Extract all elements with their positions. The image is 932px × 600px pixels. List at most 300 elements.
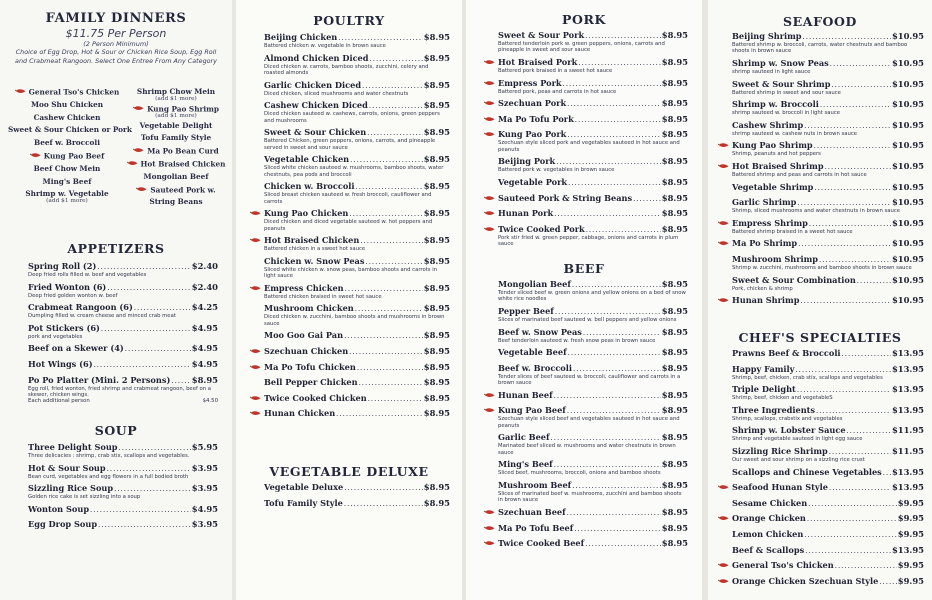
menu-item-moo-goo-gai-pan: [264, 330, 450, 341]
item-description: Battered chicken w. vegetable in brown sauce: [264, 43, 386, 49]
soup-title: SOUP: [94, 423, 138, 438]
item-price: $8.95: [661, 279, 688, 289]
item-name: Beijing Shrimp: [732, 31, 802, 41]
item-name: Lemon Chicken: [732, 528, 804, 539]
leader-dots: [362, 81, 423, 91]
leader-dots: [344, 499, 423, 509]
item-price: $10.95: [891, 197, 924, 208]
leader-dots: [554, 209, 661, 219]
menu-item-kung-pao-shrimp: [732, 140, 924, 157]
item-name: Hunan Shrimp: [732, 295, 800, 306]
menu-item-sweet-and-sour-shrimp: [732, 79, 924, 96]
item-price: $8.95: [423, 482, 450, 492]
menu-item-vegetable-beef: [498, 347, 688, 358]
chili-pepper-icon: [484, 59, 495, 64]
family-dinner-choice-tofu-family-style: [124, 132, 228, 145]
menu-item-hunan-chicken: [264, 408, 450, 419]
leader-dots: [368, 394, 423, 404]
item-name: Vegetable Shrimp: [732, 181, 814, 192]
appetizers-list: [28, 261, 218, 409]
item-description: Shrimp, peanuts and hot peppers: [732, 151, 821, 158]
chili-pepper-icon: [15, 86, 27, 99]
item-price: $11.95: [891, 445, 924, 456]
chili-pepper-icon: [484, 226, 495, 231]
item-price: $8.95: [423, 377, 450, 388]
menu-item-three-ingredients: [732, 405, 924, 422]
item-price: $9.95: [897, 513, 924, 524]
item-description: Battered pork braised in a sweet hot sauce: [498, 68, 613, 74]
item-name: Ma Po Shrimp: [732, 238, 798, 249]
menu-item-fried-wonton-6: [28, 282, 218, 299]
pork-title: PORK: [562, 12, 606, 27]
item-description: Szechuan style sliced pork and vegetables sauteed in hot sauce and peanuts: [498, 140, 680, 153]
item-price: $10.95: [891, 217, 924, 228]
leader-dots: [90, 505, 191, 515]
panel-seafood-specialties: [708, 0, 932, 600]
leader-dots: [568, 178, 661, 188]
item-name: Ma Po Tofu Pork: [498, 113, 574, 124]
leader-dots: [847, 426, 891, 436]
item-price: $10.95: [891, 295, 924, 306]
item-name: Sesame Chicken: [732, 497, 808, 508]
item-name: Wonton Soup: [28, 503, 90, 514]
beef-list: [498, 279, 688, 554]
chili-pepper-icon: [250, 285, 261, 290]
family-dinner-choice-ma-po-bean-curd: [124, 145, 228, 158]
item-description: Marinated beef sliced w. mushrooms and water chestnuts in brown sauce: [498, 443, 676, 456]
item-name: Szechuan Chicken: [264, 345, 349, 356]
item-price: $10.95: [891, 99, 924, 110]
menu-item-beef-on-a-skewer-4: [28, 343, 218, 354]
leader-dots: [809, 219, 891, 229]
menu-item-kung-pao-pork: [498, 129, 688, 153]
item-price: $10.95: [891, 31, 924, 41]
menu-item-twice-cooked-beef: [498, 538, 688, 549]
item-name: Beef w. Snow Peas: [498, 326, 582, 337]
menu-item-seafood-hunan-style: [732, 482, 924, 493]
menu-item-beijing-pork: [498, 156, 688, 173]
item-name: Bell Pepper Chicken: [264, 377, 358, 388]
family-dinner-choice-string-beans: [124, 196, 228, 209]
menu-item-hot-braised-chicken: [264, 235, 450, 252]
menu-item-hunan-beef: [498, 390, 688, 401]
menu-item-ma-po-shrimp: [732, 238, 924, 249]
item-name: Hot Braised Pork: [498, 57, 578, 67]
chili-pepper-icon: [484, 80, 495, 85]
poultry-title: POULTRY: [313, 13, 385, 28]
menu-item-hunan-pork: [498, 208, 688, 219]
leader-dots: [572, 280, 661, 290]
leader-dots: [349, 347, 423, 357]
additional-person-label: Each additional person: [28, 398, 90, 405]
menu-item-beijing-shrimp: [732, 31, 924, 55]
item-price: $8.95: [423, 255, 450, 266]
menu-item-prawns-beef-and-broccoli: [732, 348, 924, 359]
leader-dots: [338, 33, 423, 43]
leader-dots: [563, 79, 661, 89]
menu-item-hot-braised-pork: [498, 57, 688, 74]
item-price: $8.95: [661, 479, 688, 490]
choice-label: Beef w. Broccoli: [34, 138, 100, 148]
item-description: Three delicacies : shrimp, crab stix, scallops and vegetables.: [28, 453, 190, 459]
item-name: Hot Braised Chicken: [264, 235, 360, 246]
chili-pepper-icon: [484, 509, 495, 514]
item-description: Beef tenderloin sauteed w. fresh snow peas in brown sauce: [498, 337, 656, 344]
item-name: Ma Po Tofu Chicken: [264, 361, 356, 372]
leader-dots: [829, 483, 891, 493]
leader-dots: [107, 283, 190, 293]
item-name: Egg Drop Soup: [28, 519, 98, 530]
item-name: Moo Goo Gai Pan: [264, 330, 344, 341]
leader-dots: [800, 296, 891, 306]
item-name: Ma Po Tofu Beef: [498, 522, 574, 533]
item-price: $8.95: [661, 506, 688, 517]
menu-item-twice-cooked-chicken: [264, 393, 450, 404]
leader-dots: [369, 101, 423, 111]
item-price: $8.95: [661, 57, 688, 67]
item-name: Spring Roll (2): [28, 261, 97, 271]
beef-title: BEEF: [563, 261, 605, 276]
item-name: Po Po Platter (Mini. 2 Persons): [28, 374, 171, 385]
item-name: Sweet & Sour Shrimp: [732, 78, 831, 89]
item-name: Sizzling Rice Soup: [28, 483, 114, 494]
choice-label: Shrimp Chow Mein: [136, 87, 216, 96]
family-dinner-choice-shrimp-chow-mein: [124, 86, 228, 102]
pork-list: [498, 30, 688, 251]
item-name: Orange Chicken Szechuan Style: [732, 575, 879, 586]
item-name: Three Ingredients: [732, 404, 816, 415]
item-name: Mushroom Chicken: [264, 303, 354, 314]
leader-dots: [857, 276, 891, 286]
item-price: $9.95: [897, 497, 924, 508]
item-name: Happy Family: [732, 363, 795, 374]
item-price: $8.95: [661, 389, 688, 400]
menu-item-twice-cooked-pork: [498, 224, 688, 248]
family-dinner-choice-general-tso-s-chicken: [8, 86, 126, 99]
item-description: shrimp sauteed w. cashew nuts in brown sauce: [732, 130, 858, 137]
item-description: Tender sliced beef w. green onions and yellow onions on a bed of snow white rice noodles: [498, 290, 686, 303]
item-price: $13.95: [891, 348, 924, 358]
item-name: Vegetable Chicken: [264, 154, 350, 165]
leader-dots: [134, 303, 191, 313]
leader-dots: [567, 508, 661, 518]
item-description: Bean curd, vegetables and egg flowers in a full bodied broth: [28, 473, 189, 480]
leader-dots: [804, 530, 896, 540]
chili-pepper-icon: [484, 525, 495, 530]
item-description: Battered shrimp w. broccoli, carrots, water chestnuts and bamboo shoots in brown sauce: [732, 42, 908, 55]
leader-dots: [344, 483, 423, 493]
item-name: General Tso's Chicken: [732, 560, 834, 571]
leader-dots: [573, 364, 661, 374]
item-price: $8.95: [661, 362, 688, 373]
soup-list: [28, 442, 218, 535]
item-name: Szechuan Pork: [498, 98, 567, 109]
chili-pepper-icon: [484, 116, 495, 121]
item-description: shrimp sauteed in light sauce: [732, 69, 811, 75]
leader-dots: [356, 182, 423, 192]
leader-dots: [829, 447, 891, 457]
leader-dots: [808, 499, 897, 509]
choice-label: Sweet & Sour Chicken or Pork: [8, 125, 132, 135]
menu-item-vegetable-deluxe: [264, 482, 450, 493]
item-price: $8.95: [661, 347, 688, 358]
item-price: $9.95: [897, 575, 924, 586]
family-dinner-choice-moo-shu-chicken: [8, 99, 126, 112]
leader-dots: [171, 376, 190, 386]
item-price: $8.95: [661, 77, 688, 88]
family-dinner-choice-vegetable-delight: [124, 120, 228, 133]
item-name: Beijing Pork: [498, 156, 556, 167]
leader-dots: [360, 236, 422, 246]
item-name: Hunan Beef: [498, 389, 553, 400]
menu-item-empress-pork: [498, 78, 688, 95]
chefs-specialties-list: [732, 348, 924, 591]
item-name: Prawns Beef & Broccoli: [732, 348, 841, 358]
chili-pepper-icon: [718, 142, 729, 147]
menu-item-mushroom-beef: [498, 480, 688, 504]
menu-item-hot-and-sour-soup: [28, 463, 218, 480]
item-name: Almond Chicken Diced: [264, 52, 369, 63]
item-name: Empress Shrimp: [732, 217, 808, 228]
choice-label: Mongolian Beef: [143, 171, 209, 181]
family-dinners-right-list: [124, 86, 228, 209]
menu-item-almond-chicken-diced: [264, 53, 450, 77]
item-description: Egg roll, fried wonton, fried shrimp and crabmeat rangoon, beef on a skewer, chicken wings.: [28, 385, 212, 398]
panel-poultry-vegetable: [236, 0, 462, 600]
menu-item-garlic-chicken-diced: [264, 80, 450, 97]
item-name: Twice Cooked Chicken: [264, 392, 367, 403]
family-dinners-left-list: [8, 86, 132, 205]
item-price: $4.95: [191, 503, 218, 514]
item-description: Tender slices of beef sauteed w. broccoli, cauliflower and carrots in a brown sauce: [498, 373, 681, 387]
leader-dots: [114, 484, 191, 494]
family-dinners-description: Choice of Egg Drop, Hot & Sour or Chicken Rice Soup, Egg Roll and Crabmeat Rangoon. Select One Entree From Any Category: [15, 48, 217, 65]
seafood-title: SEAFOOD: [783, 14, 857, 29]
item-description: Sliced beef, mushrooms, broccoli, onions and bamboo shoots: [498, 470, 661, 477]
item-price: $10.95: [891, 238, 924, 249]
item-name: Kung Pao Chicken: [264, 208, 349, 219]
item-price: $8.95: [661, 326, 688, 337]
leader-dots: [883, 468, 891, 478]
item-price: $8.95: [423, 100, 450, 111]
item-description: Battered chicken braised in sweet hot sauce: [264, 293, 382, 300]
menu-item-beef-w-snow-peas: [498, 327, 688, 344]
leader-dots: [830, 59, 891, 69]
family-dinners-title: FAMILY DINNERS: [45, 11, 187, 26]
item-price: $10.95: [891, 119, 924, 130]
menu-item-szechuan-chicken: [264, 346, 450, 357]
chili-pepper-icon: [250, 210, 261, 215]
item-description: Shrimp, beef, chicken and vegetableS: [732, 395, 833, 402]
item-price: $8.95: [661, 522, 688, 533]
item-price: $8.95: [423, 408, 450, 419]
item-name: Cashew Shrimp: [732, 119, 804, 130]
menu-item-chicken-w-snow-peas: [264, 256, 450, 280]
item-price: $13.95: [891, 384, 924, 395]
item-description: Battered pork, peas and carrots in hot sauce: [498, 88, 617, 95]
item-name: Scallops and Chinese Vegetables: [732, 466, 882, 477]
item-price: $8.95: [661, 538, 688, 549]
leader-dots: [359, 378, 423, 388]
item-price: $4.95: [191, 343, 218, 354]
leader-dots: [572, 481, 661, 491]
chili-pepper-icon: [250, 237, 261, 242]
item-name: Mongolian Beef: [498, 279, 571, 289]
item-name: Pepper Beef: [498, 306, 554, 316]
menu-item-ming-s-beef: [498, 459, 688, 476]
leader-dots: [367, 128, 423, 138]
panel-pork-beef: [466, 0, 702, 600]
family-dinner-choice-kung-pao-beef: [8, 150, 126, 163]
family-dinner-choice-hot-braised-chicken: [124, 158, 228, 171]
leader-dots: [816, 406, 891, 416]
chili-pepper-icon: [718, 484, 729, 489]
menu-item-scallops-and-chinese-vegetables: [732, 467, 924, 478]
item-price: $3.95: [191, 483, 218, 494]
menu-item-szechuan-beef: [498, 507, 688, 518]
menu-item-crabmeat-rangoon-6: [28, 302, 218, 319]
leader-dots: [814, 141, 891, 151]
item-description: Battered chicken in a sweet hot sauce: [264, 246, 366, 253]
item-name: Sauteed Pork & String Beans: [498, 192, 633, 203]
menu-item-kung-pao-beef: [498, 405, 688, 429]
menu-item-hot-wings-6: [28, 359, 218, 370]
leader-dots: [97, 262, 190, 272]
item-description: Diced chicken sauteed w. cashews, carrots, onions, green peppers and mushrooms: [264, 111, 440, 124]
item-price: $13.95: [891, 466, 924, 477]
item-price: $8.95: [423, 127, 450, 138]
item-price: $8.95: [661, 208, 688, 219]
choice-label: Kung Pao Beef: [43, 151, 105, 161]
panel-family-appetizers-soup: [0, 0, 232, 600]
item-price: $8.95: [661, 113, 688, 124]
leader-dots: [819, 255, 891, 265]
chili-pepper-icon: [484, 407, 495, 412]
item-price: $8.95: [661, 192, 688, 203]
item-price: $11.95: [891, 425, 924, 436]
item-price: $8.95: [423, 345, 450, 356]
menu-item-lemon-chicken: [732, 529, 924, 540]
item-name: Hot & Sour Soup: [28, 462, 106, 473]
menu-item-szechuan-pork: [498, 98, 688, 109]
item-price: $9.95: [897, 560, 924, 571]
leader-dots: [370, 54, 423, 64]
menu-item-garlic-beef: [498, 432, 688, 456]
item-name: Beef w. Broccoli: [498, 362, 572, 373]
menu-item-bell-pepper-chicken: [264, 377, 450, 388]
item-price: $2.40: [191, 261, 218, 271]
additional-person-price: [28, 398, 218, 405]
item-name: Hot Braised Shrimp: [732, 160, 824, 171]
item-description: Diced chicken w. zucchini, bamboo shoots and mushrooms in brown sauce: [264, 314, 445, 327]
menu-item-three-delight-soup: [28, 442, 218, 459]
item-price: $10.95: [891, 58, 924, 68]
item-description: Golden rice cake is set sizzling into a soup: [28, 494, 141, 501]
item-description: Deep fried rolls filled w. beef and vegetables: [28, 272, 147, 278]
item-name: Triple Delight: [732, 384, 796, 395]
item-price: $8.95: [423, 361, 450, 372]
item-price: $10.95: [891, 274, 924, 285]
menu-item-hot-braised-shrimp: [732, 161, 924, 178]
item-name: Hot Wings (6): [28, 358, 93, 369]
item-name: Cashew Chicken Diced: [264, 100, 368, 111]
chili-pepper-icon: [484, 392, 495, 397]
item-name: Three Delight Soup: [28, 442, 118, 452]
menu-item-ma-po-tofu-chicken: [264, 362, 450, 373]
leader-dots: [797, 385, 891, 395]
item-description: Slices of marinated beef sauteed w. bell peppers and yellow onions: [498, 317, 677, 323]
leader-dots: [567, 130, 660, 140]
item-description: Battered shrimp braised in a sweet hot sauce: [732, 228, 853, 235]
menu-item-shrimp-w-snow-peas: [732, 58, 924, 75]
item-description: Shrimp, sliced mushrooms and water chestnuts in brown sauce: [732, 208, 901, 215]
item-price: $13.95: [891, 544, 924, 555]
menu-item-mongolian-beef: [498, 279, 688, 303]
menu-item-kung-pao-chicken: [264, 208, 450, 232]
leader-dots: [798, 239, 891, 249]
family-dinner-choice-mongolian-beef: [124, 171, 228, 184]
item-description: Deep fried golden wonton w. beef: [28, 292, 118, 299]
leader-dots: [355, 304, 423, 314]
chili-pepper-icon: [250, 410, 261, 415]
item-price: $4.25: [191, 302, 218, 313]
item-price: $8.95: [661, 156, 688, 167]
item-price: $8.95: [423, 330, 450, 341]
chili-pepper-icon: [133, 103, 145, 116]
family-dinner-choice-cashew-chicken: [8, 112, 126, 125]
item-name: Chicken w. Broccoli: [264, 181, 355, 192]
family-dinner-choice-kung-pao-shrimp: [124, 103, 228, 119]
leader-dots: [807, 514, 897, 524]
menu-item-vegetable-chicken: [264, 154, 450, 178]
leader-dots: [357, 363, 423, 373]
leader-dots: [554, 391, 661, 401]
chili-pepper-icon: [250, 364, 261, 369]
chefs-specialties-title: CHEF'S SPECIALTIES: [738, 330, 902, 345]
item-name: Kung Pao Shrimp: [732, 140, 813, 151]
leader-dots: [344, 331, 423, 341]
item-name: Beef on a Skewer (4): [28, 343, 124, 354]
family-dinner-choice-sweet-and-sour-chicken-or-pork: [8, 124, 132, 137]
family-dinner-choice-shrimp-w-vegetable: [8, 188, 126, 204]
poultry-list: [264, 32, 450, 424]
item-name: Empress Pork: [498, 77, 562, 88]
item-name: Empress Chicken: [264, 282, 344, 293]
chili-pepper-icon: [30, 150, 42, 163]
leader-dots: [842, 349, 891, 359]
menu-item-po-po-platter-mini-2-persons: [28, 375, 218, 406]
choice-label: Shrimp w. Vegetable: [25, 189, 109, 199]
item-price: $3.95: [191, 462, 218, 473]
item-name: Sizzling Rice Shrimp: [732, 445, 828, 456]
menu-item-egg-drop-soup: [28, 519, 218, 530]
choice-note: (add $1 more): [155, 112, 197, 119]
item-description: Battered tenderloin pork w. green peppers, onions, carrots and pineapple in sweet and sour sauce: [498, 41, 665, 54]
chili-pepper-icon: [484, 540, 495, 545]
item-name: Garlic Chicken Diced: [264, 79, 362, 90]
menu-item-orange-chicken-szechuan-style: [732, 576, 924, 587]
item-price: $13.95: [891, 482, 924, 493]
menu-item-sweet-and-sour-chicken: [264, 127, 450, 151]
choice-note: (add $1 more): [155, 95, 197, 102]
menu-item-ma-po-tofu-beef: [498, 523, 688, 534]
item-name: Ming's Beef: [498, 459, 553, 470]
menu-item-pot-stickers-6: [28, 323, 218, 340]
choice-label: Cashew Chicken: [33, 112, 101, 122]
item-name: Fried Wonton (6): [28, 281, 107, 292]
menu-item-wonton-soup: [28, 504, 218, 515]
item-price: $5.95: [191, 442, 218, 452]
